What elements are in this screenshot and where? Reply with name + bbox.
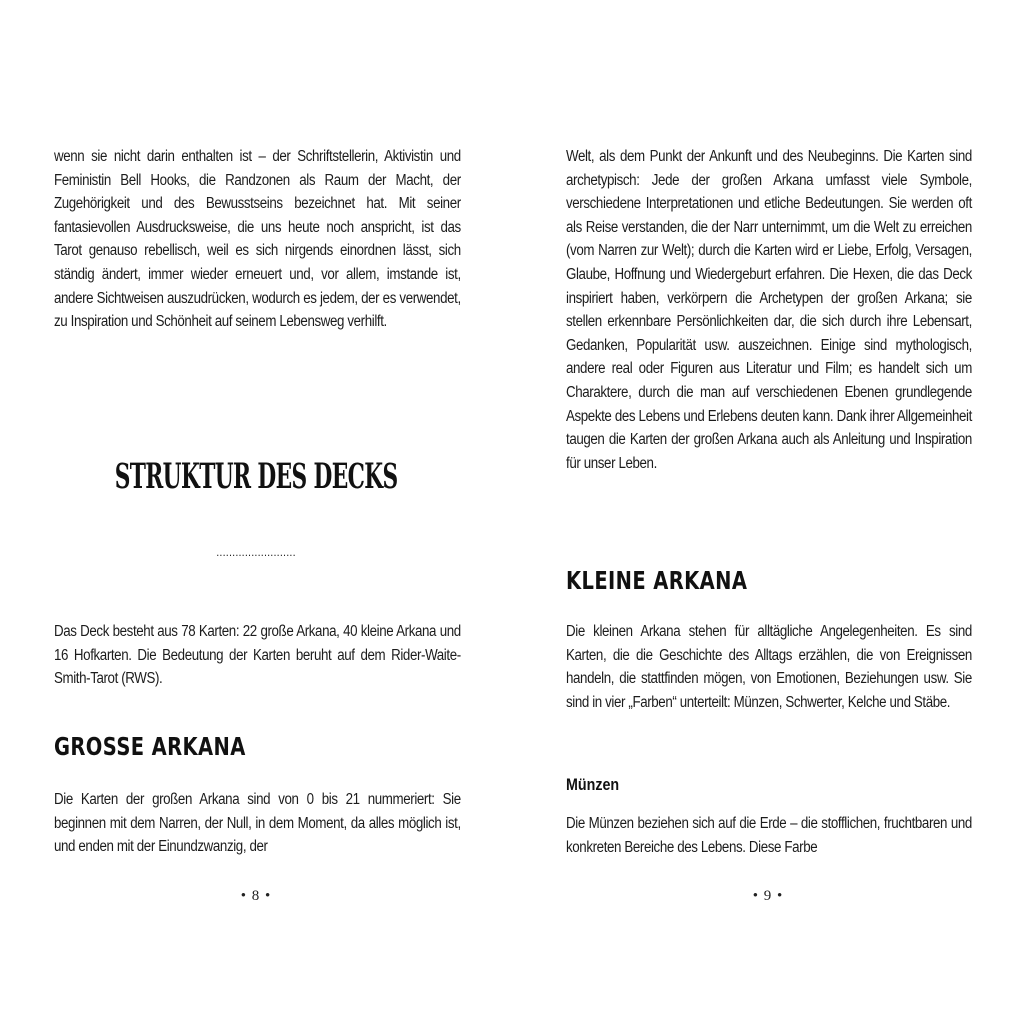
section-heading-grosse-arkana: GROSSE ARKANA — [54, 732, 246, 761]
left-paragraph-deck: Das Deck besteht aus 78 Karten: 22 große Arkana, 40 kleine Arkana und 16 Hofkarten. Die Bedeutung der Karten beruht auf dem Rider-Waite-Smith-Tarot (RWS). — [54, 623, 461, 688]
left-paragraph-grosse-arkana: Die Karten der großen Arkana sind von 0 bis 21 nummeriert: Sie beginnen mit dem Narren, der Null, in dem Moment, da alles möglich ist, und enden mit der Einundzwanzig, der — [54, 791, 461, 856]
page-number-right: • 9 • — [752, 888, 784, 904]
page-number-left: • 8 • — [240, 888, 272, 904]
chapter-title-text: STRUKTUR DES DECKS — [114, 456, 398, 497]
chapter-title — [0, 455, 512, 499]
right-paragraph-kleine-arkana: Die kleinen Arkana stehen für alltägliche Angelegenheiten. Es sind Karten, die die Geschichte des Alltags erzählen, die von Ereignissen handeln, die stattfinden mögen, von Emotionen, Beziehungen usw. Sie sind in vier „Farben“ unterteilt: Münzen, Schwerter, Kelche und Stäbe. — [566, 623, 972, 711]
left-paragraph-intro: wenn sie nicht darin enthalten ist – der Schriftstellerin, Aktivistin und Feministin Bell Hooks, die Randzonen als Raum der Macht, der Zugehörigkeit und des Bewusstseins bezeichnet hat. Mit seiner fantasievollen Ausdrucksweise, die uns heute noch anspricht, ist das Tarot genauso rebellisch, weil es sich nirgends einordnen lässt, sich ständig ändert, immer wieder erneuert und, vor allem, imstande ist, andere Sichtweisen auszudrücken, wodurch es jedem, der es verwendet, zu Inspiration und Schönheit auf seinem Lebensweg verhilft. — [54, 148, 461, 331]
right-paragraph-archetypes: Welt, als dem Punkt der Ankunft und des Neubeginns. Die Karten sind archetypisch: Jede der großen Arkana umfasst viele Symbole, verschiedene Interpretationen und etliche Bedeutungen. Sie werden oft als Reise verstanden, die der Narr unternimmt, um die Welt zu erreichen (vom Narren zur Welt); durch die Karten wird er Liebe, Erfolg, Versagen, Glaube, Hoffnung und Wiedergeburt erfahren. Die Hexen, die das Deck inspiriert haben, verkörpern die Archetypen der großen Arkana; sie stellen erkennbare Persönlichkeiten dar, die sich durch ihre Lebensart, Gedanken, Popularität usw. auszeichnen. Einige sind mythologisch, andere real oder Figuren aus Literatur und Film; es handelt sich um Charaktere, durch die man auf verschiedenen Ebenen grundlegende Aspekte des Lebens und Erlebens deuten kann. Dank ihrer Allgemeinheit taugen die Karten der großen Arkana auch als Anleitung und Inspiration für unser Leben. — [566, 148, 972, 472]
section-heading-kleine-arkana: KLEINE ARKANA — [566, 566, 748, 595]
right-paragraph-muenzen: Die Münzen beziehen sich auf die Erde – die stofflichen, fruchtbaren und konkreten Bereiche des Lebens. Diese Farbe — [566, 815, 972, 856]
dotted-divider: ......................... — [216, 545, 296, 559]
right-page — [512, 0, 1024, 1024]
sub-heading-muenzen: Münzen — [566, 775, 620, 794]
